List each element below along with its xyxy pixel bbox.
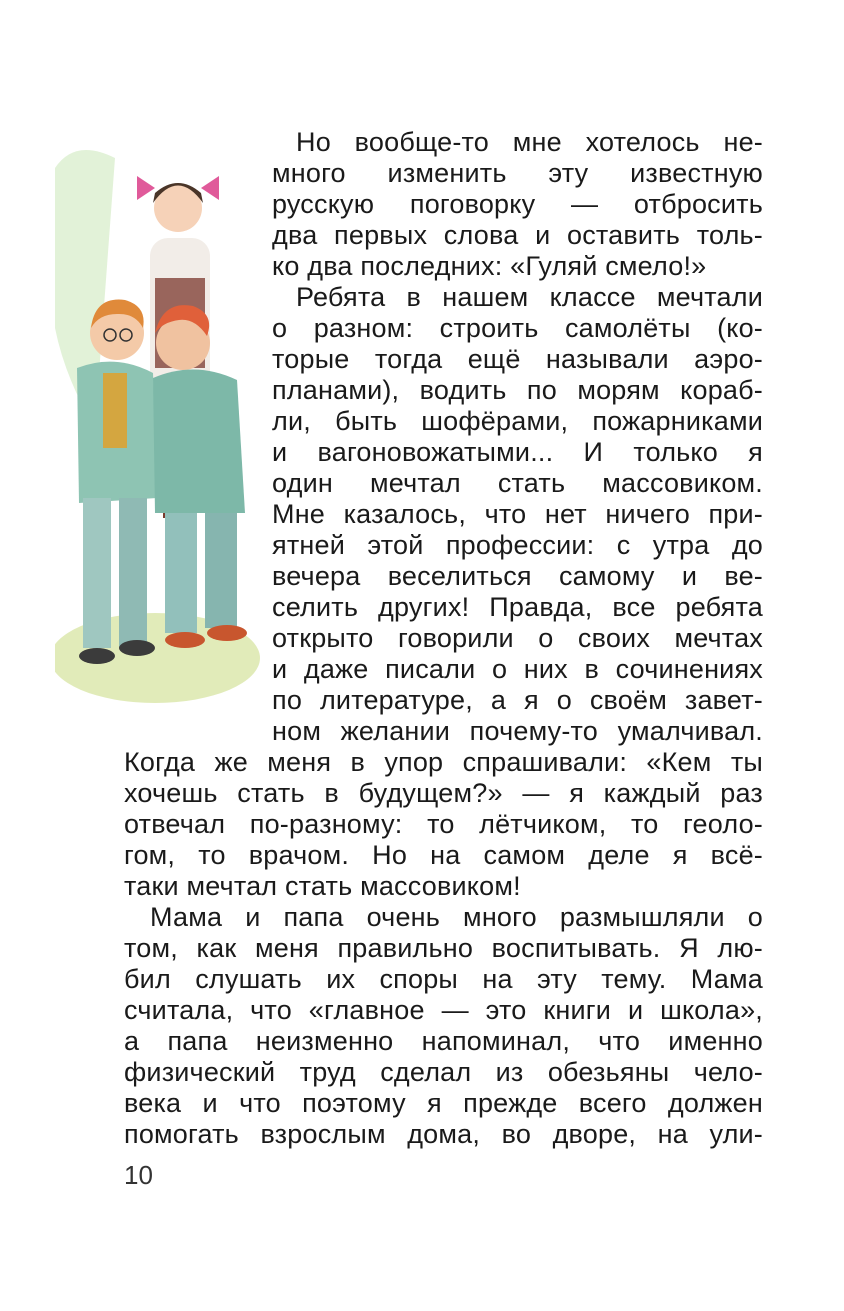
text-line: о разном: строить самолёты (ко- (272, 313, 763, 343)
text-line: Но вообще-то мне хотелось не- (296, 127, 763, 157)
text-line: физический труд сделал из обезьяны чело- (124, 1057, 763, 1087)
text-line: ли, быть шофёрами, пожарниками (272, 406, 763, 436)
text-line: Ребята в нашем классе мечтали (296, 282, 763, 312)
text-line: гом, то врачом. Но на самом деле я всё- (124, 840, 763, 870)
text-line: отвечал по-разному: то лётчиком, то геоло- (124, 809, 763, 839)
text-line: по литературе, а я о своём завет- (272, 685, 763, 715)
text-line: Мама и папа очень много размышляли о (150, 902, 763, 932)
text-line: планами), водить по морям кораб- (272, 375, 763, 405)
text-line: и вагоновожатыми... И только я (272, 437, 763, 467)
text-line: хочешь стать в будущем?» — я каждый раз (124, 778, 763, 808)
text-line: бил слушать их споры на эту тему. Мама (124, 964, 763, 994)
text-line: помогать взрослым дома, во дворе, на ули- (124, 1119, 763, 1149)
text-line: ном желании почему-то умалчивал. (272, 716, 763, 746)
text-line: и даже писали о них в сочинениях (272, 654, 763, 684)
text-line: ко два последних: «Гуляй смело!» (272, 251, 707, 281)
text-line: вечера веселиться самому и ве- (272, 561, 763, 591)
text-line: два первых слова и оставить толь- (272, 220, 763, 250)
text-line: селить других! Правда, все ребята (272, 592, 763, 622)
text-line: таки мечтал стать массовиком! (124, 871, 521, 901)
text-line: Когда же меня в упор спрашивали: «Кем ты (124, 747, 763, 777)
text-line: русскую поговорку — отбросить (272, 189, 763, 219)
text-line: Мне казалось, что нет ничего при- (272, 499, 763, 529)
text-line: много изменить эту известную (272, 158, 763, 188)
text-line: века и что поэтому я прежде всего должен (124, 1088, 763, 1118)
text-line: ятней этой профессии: с утра до (272, 530, 763, 560)
illustration-drawing (55, 128, 265, 708)
text-line: а папа неизменно напоминал, что именно (124, 1026, 763, 1056)
page-number: 10 (124, 1160, 153, 1190)
text-line: торые тогда ещё называли аэро- (272, 344, 763, 374)
children-illustration (55, 128, 265, 708)
text-line: открыто говорили о своих мечтах (272, 623, 763, 653)
text-line: считала, что «главное — это книги и школа», (124, 995, 763, 1025)
text-line: один мечтал стать массовиком. (272, 468, 763, 498)
text-line: том, как меня правильно воспитывать. Я лю- (124, 933, 763, 963)
